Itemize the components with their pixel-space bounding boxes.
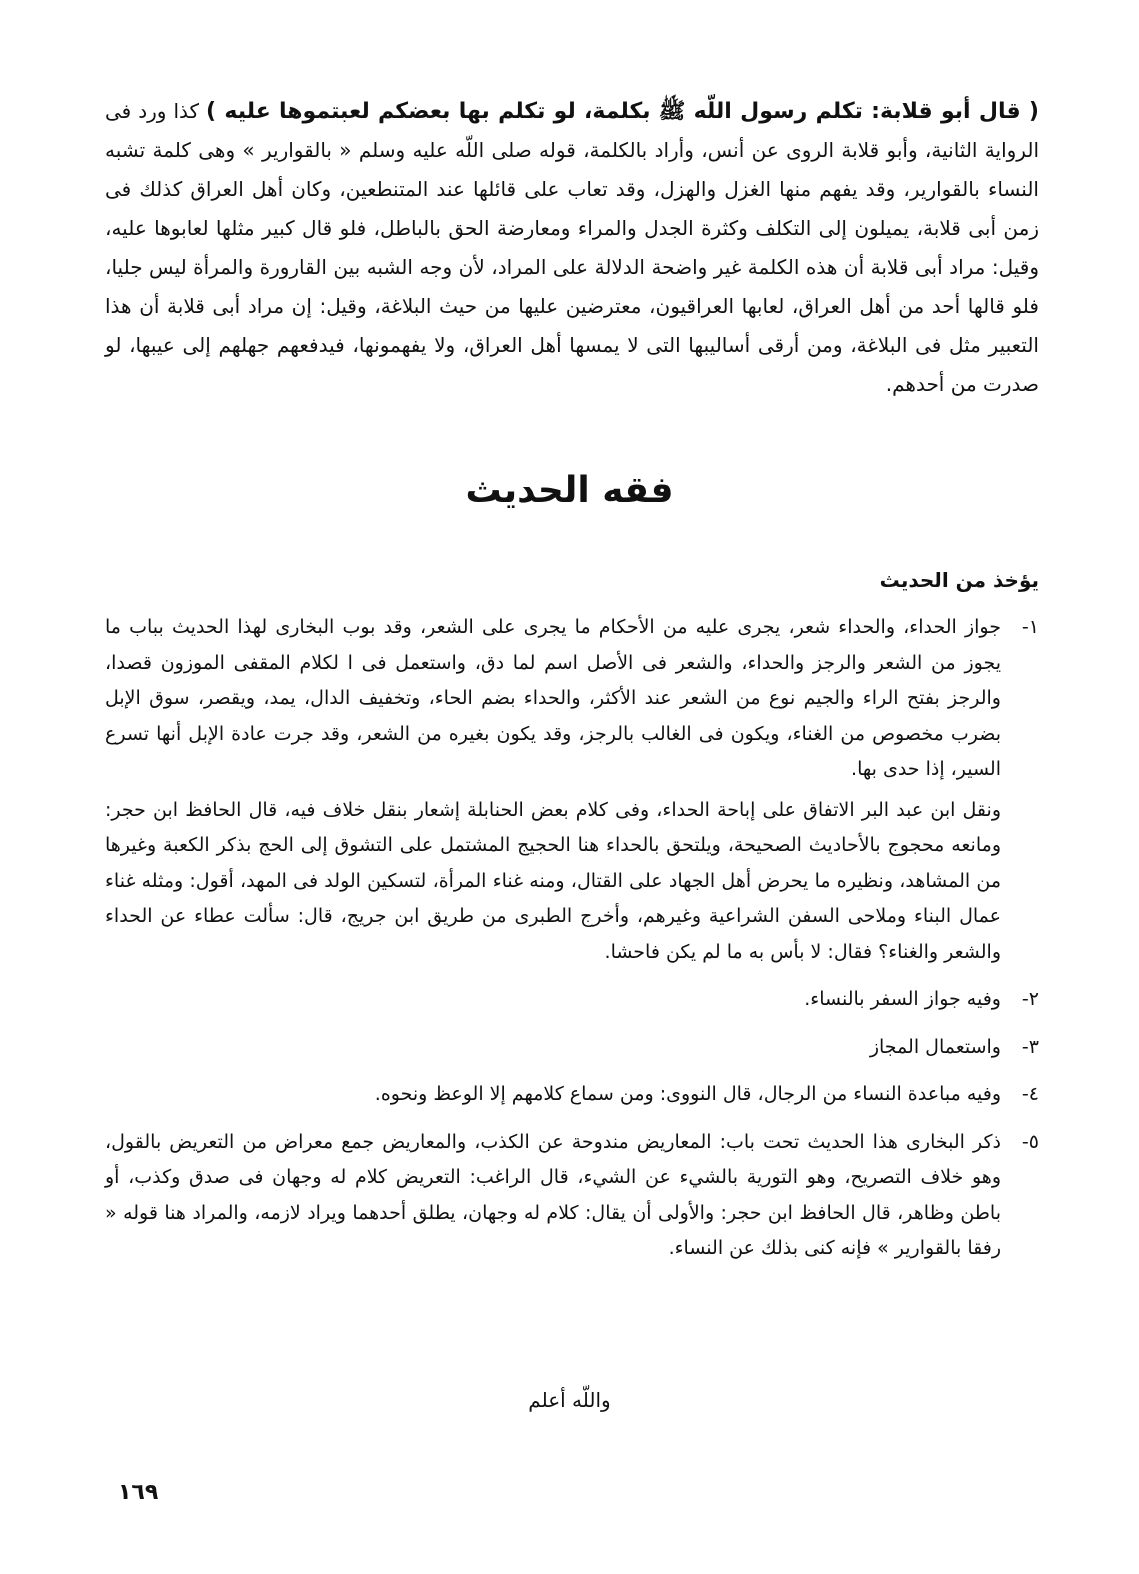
page-number: ١٦٩ xyxy=(118,1480,159,1505)
list-item-text: وفيه جواز السفر بالنساء. xyxy=(804,988,1001,1010)
list-item xyxy=(105,1125,1039,1272)
list-item-text-continued: ونقل ابن عبد البر الاتفاق على إباحة الحداء، وفى كلام بعض الحنابلة إشعار بنقل خلاف فيه، قال الحافظ ابن حجر: ومانعه محجوج بالأحاديث الصحيحة، ويلتحق بالحداء هنا الحجيج المشتمل على التشوق إلى الحج بذكر الكعبة وغيرها من المشاهد، ونظيره ما يحرض أهل الجهاد على القتال، ومنه غناء المرأة، لتسكين الولد فى المهد، أقول: ومثله غناء عمال البناء وملاحى السفن الشراعية وغيرهم، وأخرج الطبرى من طريق ابن جريج، قال: سألت عطاء عن الحداء والشعر والغناء؟ فقال: لا بأس به ما لم يكن فاحشا. xyxy=(105,798,1001,963)
list-item-number: ٣- xyxy=(1021,1035,1039,1058)
closing-phrase: واللّه أعلم xyxy=(528,1388,611,1412)
list-item-body xyxy=(105,610,1001,975)
intro-paragraph xyxy=(105,92,1039,404)
section-subheading: يؤخذ من الحديث xyxy=(879,568,1039,592)
list-item xyxy=(105,1077,1039,1118)
list-item-body xyxy=(105,1125,1001,1272)
list-item-number: ٢- xyxy=(1021,988,1039,1010)
list-item-number: ١- xyxy=(1021,616,1039,638)
list-item xyxy=(105,982,1039,1023)
intro-lead-quote: ( قال أبو قلابة: تكلم رسول اللّه ﷺ بكلمة، لو تكلم بها بعضكم لعبتموها عليه ) xyxy=(206,99,1039,124)
list-item xyxy=(105,610,1039,975)
list-item-body xyxy=(105,1030,1001,1071)
list-item-text: واستعمال المجاز xyxy=(869,1035,1001,1058)
list-item-text: ذكر البخارى هذا الحديث تحت باب: المعاريض مندوحة عن الكذب، والمعاريض جمع معراض من التعريض بالقول، وهو خلاف التصريح، وهو التورية بالشيء عن الشيء، قال الراغب: التعريض كلام له وجهان فى صدق وكذب، أو باطن وظاهر، قال الحافظ ابن حجر: والأولى أن يقال: كلام له وجهان، يطلق أحدهما ويراد لازمه، والمراد هنا قوله « رفقا بالقوارير » فإنه كنى بذلك عن النساء. xyxy=(105,1130,1001,1259)
intro-body-text: كذا ورد فى الرواية الثانية، وأبو قلابة الروى عن أنس، وأراد بالكلمة، قوله صلى اللّه عليه وسلم « بالقوارير » وهى كلمة تشبه النساء بالقوارير، وقد يفهم منها الغزل والهزل، وقد تعاب على قائلها عند المتنطعين، وكان أهل العراق كذلك فى زمن أبى قلابة، يميلون إلى التكلف وكثرة الجدل والمراء ومعارضة الحق بالباطل، فلو قال كبير مثلها لعابوها عليه، وقيل: مراد أبى قلابة أن هذه الكلمة غير واضحة الدلالة على المراد، لأن وجه الشبه بين القارورة والمرأة ليس جليا، فلو قالها أحد من أهل العراق، لعابها العراقيون، معترضين عليها من حيث البلاغة، وقيل: إن مراد أبى قلابة أن هذا التعبير مثل فى البلاغة، ومن أرقى أساليبها التى لا يمسها أهل العراق، ولا يفهمونها، فيدفعهم جهلهم إلى عيبها، لو صدرت من أحدهم. xyxy=(105,99,1039,396)
list-item-number: ٤- xyxy=(1021,1083,1039,1105)
list-item xyxy=(105,1030,1039,1071)
list-item-number: ٥- xyxy=(1021,1130,1039,1153)
benefits-list xyxy=(105,610,1039,1279)
list-item-text: جواز الحداء، والحداء شعر، يجرى عليه من الأحكام ما يجرى على الشعر، وقد بوب البخارى لهذا الحديث بباب ما يجوز من الشعر والرجز والحداء، والشعر فى الأصل اسم لما دق، واستعمل فى ا لكلام المقفى الموزون قصدا، والرجز بفتح الراء والجيم نوع من الشعر عند الأكثر، والحداء بضم الحاء، وتخفيف الدال، يمد، ويقصر، سوق الإبل بضرب مخصوص من الغناء، ويكون فى الغالب بالرجز، وقد يكون بغيره من الشعر، وقد جرت عادة الإبل أنها تسرع السير، إذا حدى بها. xyxy=(105,616,1001,780)
list-item-text: وفيه مباعدة النساء من الرجال، قال النووى: ومن سماع كلامهم إلا الوعظ ونحوه. xyxy=(374,1083,1001,1105)
list-item-body xyxy=(105,1077,1001,1118)
list-item-body xyxy=(105,982,1001,1023)
section-heading: فقه الحديث xyxy=(465,470,674,511)
